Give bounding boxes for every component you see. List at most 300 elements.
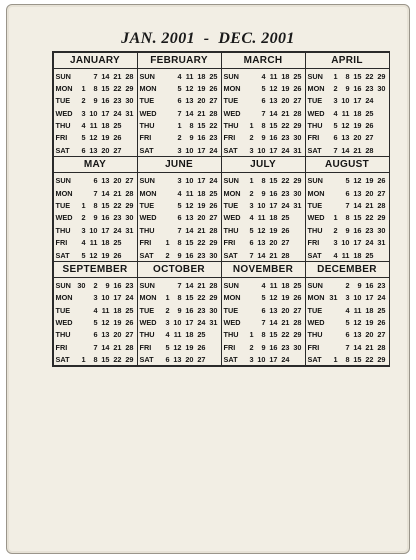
date-number: 3	[345, 293, 350, 303]
date-number: 28	[209, 108, 218, 118]
date-number: 11	[341, 108, 350, 118]
date-number: 12	[173, 342, 182, 352]
date-number: 17	[113, 293, 122, 303]
date-number: 1	[81, 200, 86, 210]
date-number: 29	[293, 121, 302, 131]
date-number: 8	[177, 238, 182, 248]
weekday-row	[222, 212, 305, 224]
date-number: 31	[293, 200, 302, 210]
weekday-label: THU	[55, 225, 71, 235]
weekday-row	[306, 354, 389, 366]
date-number: 12	[89, 133, 98, 143]
weekday-row	[138, 132, 221, 144]
month-block-march	[221, 52, 306, 158]
date-number: 7	[249, 250, 254, 260]
date-number: 27	[125, 330, 134, 340]
date-number: 4	[81, 121, 86, 131]
date-number: 28	[125, 342, 134, 352]
date-number: 25	[365, 108, 374, 118]
weekday-row	[54, 342, 137, 354]
date-number: 15	[353, 213, 362, 223]
date-number: 13	[353, 188, 362, 198]
month-name: JUNE	[138, 157, 221, 173]
date-number: 9	[261, 133, 266, 143]
date-number: 31	[293, 145, 302, 155]
date-number: 28	[377, 342, 386, 352]
date-number: 22	[113, 355, 122, 365]
date-number	[206, 354, 218, 366]
date-number: 20	[197, 213, 206, 223]
weekday-label: MON	[55, 83, 73, 93]
date-number: 6	[93, 176, 98, 186]
date-number: 29	[377, 213, 386, 223]
date-number: 19	[281, 83, 290, 93]
weekday-row	[54, 354, 137, 366]
date-number: 27	[293, 96, 302, 106]
weekday-row	[222, 120, 305, 132]
weekday-label: THU	[139, 121, 155, 131]
weekday-row	[306, 212, 389, 224]
date-number: 2	[249, 133, 254, 143]
date-number: 19	[269, 225, 278, 235]
date-number: 29	[209, 238, 218, 248]
date-number: 15	[269, 121, 278, 131]
weekday-label: FRI	[307, 133, 320, 143]
date-number: 19	[101, 133, 110, 143]
weekday-row	[138, 83, 221, 95]
weekday-row	[222, 200, 305, 212]
date-number: 9	[177, 250, 182, 260]
date-number: 25	[293, 280, 302, 290]
date-number: 25	[113, 238, 122, 248]
date-number: 7	[177, 225, 182, 235]
weekday-label: TUE	[55, 305, 71, 315]
date-number: 20	[353, 133, 362, 143]
date-number: 3	[81, 225, 86, 235]
date-number: 2	[81, 213, 86, 223]
date-number	[74, 71, 86, 83]
date-number: 19	[197, 83, 206, 93]
date-number: 10	[185, 145, 194, 155]
date-number: 17	[269, 355, 278, 365]
date-number: 5	[345, 176, 350, 186]
date-number: 11	[257, 213, 266, 223]
weekday-label: SAT	[223, 145, 238, 155]
date-number: 14	[101, 188, 110, 198]
date-number: 16	[269, 133, 278, 143]
weekday-row	[306, 175, 389, 187]
weekday-row	[306, 280, 389, 292]
date-number: 4	[345, 305, 350, 315]
date-number: 12	[185, 200, 194, 210]
date-number: 24	[209, 145, 218, 155]
date-number: 14	[269, 318, 278, 327]
date-number: 24	[377, 293, 386, 303]
date-number: 13	[173, 355, 182, 365]
date-number: 30	[125, 96, 134, 106]
date-number: 27	[197, 355, 206, 365]
date-number: 19	[113, 318, 122, 327]
date-number: 7	[93, 342, 98, 352]
date-number: 25	[125, 305, 134, 315]
weekday-row	[306, 188, 389, 200]
date-number: 29	[377, 355, 386, 365]
date-number: 30	[377, 225, 386, 235]
weekday-row	[222, 95, 305, 107]
date-number: 5	[261, 83, 266, 93]
date-number: 13	[341, 133, 350, 143]
date-number: 13	[257, 238, 266, 248]
date-number: 17	[353, 238, 362, 248]
date-number: 27	[209, 213, 218, 223]
weekday-label: TUE	[307, 96, 323, 106]
weekday-row	[54, 83, 137, 95]
date-number: 16	[269, 342, 278, 352]
weekday-row	[306, 342, 389, 354]
date-number: 28	[125, 188, 134, 198]
date-number: 5	[333, 121, 338, 131]
date-number: 26	[113, 250, 122, 260]
weekday-label: WED	[55, 213, 73, 223]
weekday-label: MON	[223, 83, 241, 93]
weekday-label: SAT	[55, 355, 70, 365]
weekday-label: MON	[139, 293, 157, 303]
weekday-label: FRI	[223, 133, 236, 143]
date-number: 22	[209, 121, 218, 131]
date-number	[374, 108, 386, 120]
date-number: 19	[185, 342, 194, 352]
weekday-label: TUE	[139, 200, 155, 210]
date-number: 7	[333, 145, 338, 155]
date-number: 16	[101, 213, 110, 223]
weekday-row	[306, 71, 389, 83]
weekday-label: SAT	[223, 250, 238, 260]
date-number: 28	[293, 318, 302, 327]
weekday-row	[54, 292, 137, 304]
date-number: 29	[125, 83, 134, 93]
weekday-row	[54, 212, 137, 224]
weekday-label: MON	[307, 83, 325, 93]
date-number: 3	[81, 108, 86, 118]
weekday-label: SUN	[55, 71, 71, 81]
date-number: 23	[125, 280, 134, 290]
weekday-row	[306, 292, 389, 304]
weekday-row	[138, 342, 221, 354]
date-number: 25	[209, 188, 218, 198]
date-number: 22	[281, 330, 290, 340]
date-number: 4	[261, 280, 266, 290]
weekday-row	[222, 225, 305, 237]
date-number: 4	[165, 330, 170, 340]
date-number: 26	[209, 83, 218, 93]
date-number: 25	[365, 250, 374, 260]
date-number: 1	[165, 238, 170, 248]
date-number	[290, 212, 302, 224]
weekday-label: SAT	[139, 250, 154, 260]
date-number: 5	[261, 293, 266, 303]
date-number: 12	[353, 176, 362, 186]
date-number: 7	[177, 108, 182, 118]
date-number: 23	[281, 342, 290, 352]
date-number: 1	[81, 83, 86, 93]
date-number: 30	[293, 188, 302, 198]
date-number: 12	[269, 83, 278, 93]
weekday-row	[54, 305, 137, 317]
date-number: 18	[185, 330, 194, 340]
date-number: 9	[261, 188, 266, 198]
date-number: 5	[165, 342, 170, 352]
date-number: 28	[293, 108, 302, 118]
weekday-label: MON	[223, 293, 241, 303]
date-number: 13	[269, 96, 278, 106]
weekday-label: THU	[223, 121, 239, 131]
date-number: 19	[101, 250, 110, 260]
date-number: 5	[93, 318, 98, 327]
date-number: 23	[113, 96, 122, 106]
date-number: 22	[197, 238, 206, 248]
weekday-row	[138, 237, 221, 249]
date-number: 25	[281, 213, 290, 223]
weekday-label: MON	[223, 188, 241, 198]
date-number: 21	[197, 108, 206, 118]
weekday-row	[54, 280, 137, 292]
date-number: 9	[105, 280, 110, 290]
date-number: 21	[269, 250, 278, 260]
date-number: 31	[125, 108, 134, 118]
date-number: 28	[365, 145, 374, 155]
date-number: 10	[341, 238, 350, 248]
weekday-row	[306, 108, 389, 120]
month-block-june	[137, 156, 222, 262]
weekday-label: TUE	[307, 200, 323, 210]
date-number: 16	[185, 250, 194, 260]
weekday-label: TUE	[223, 305, 239, 315]
date-number: 29	[209, 293, 218, 303]
date-number: 31	[329, 293, 338, 303]
weekday-label: FRI	[139, 238, 152, 248]
date-number: 16	[185, 305, 194, 315]
date-number: 3	[93, 293, 98, 303]
weekday-label: THU	[139, 225, 155, 235]
weekday-label: TUE	[223, 96, 239, 106]
date-number: 6	[81, 145, 86, 155]
weekday-label: SUN	[55, 176, 71, 186]
weekday-row	[222, 280, 305, 292]
date-number: 27	[293, 305, 302, 315]
date-number: 20	[365, 188, 374, 198]
date-number: 22	[365, 71, 374, 81]
date-number: 27	[113, 145, 122, 155]
date-number: 25	[209, 71, 218, 81]
month-name: NOVEMBER	[222, 262, 305, 278]
date-number: 26	[293, 83, 302, 93]
weekday-row	[306, 305, 389, 317]
date-number: 20	[113, 176, 122, 186]
date-number: 26	[125, 318, 134, 327]
date-number: 27	[125, 176, 134, 186]
weekday-row	[222, 329, 305, 341]
date-number: 4	[333, 108, 338, 118]
date-number: 19	[365, 176, 374, 186]
month-name: SEPTEMBER	[54, 262, 137, 278]
weekday-label: TUE	[55, 96, 71, 106]
date-number: 30	[77, 280, 86, 290]
date-number: 2	[93, 280, 98, 290]
month-block-july	[221, 156, 306, 262]
date-number: 7	[345, 342, 350, 352]
date-number: 17	[353, 96, 362, 106]
date-number: 8	[177, 293, 182, 303]
month-name: MAY	[54, 157, 137, 173]
date-number: 30	[209, 250, 218, 260]
weekday-row	[222, 342, 305, 354]
date-number: 16	[269, 188, 278, 198]
weekday-row	[54, 108, 137, 120]
date-number: 2	[249, 342, 254, 352]
weekday-label: MON	[307, 188, 325, 198]
weekday-label: WED	[307, 108, 325, 118]
date-number: 2	[81, 96, 86, 106]
date-number: 9	[261, 342, 266, 352]
weekday-row	[222, 71, 305, 83]
date-number: 24	[365, 238, 374, 248]
weekday-row	[54, 317, 137, 329]
month-name: DECEMBER	[306, 262, 389, 278]
weekday-label: SUN	[139, 71, 155, 81]
weekday-row	[138, 280, 221, 292]
date-number: 21	[281, 108, 290, 118]
date-number: 13	[89, 145, 98, 155]
date-number: 23	[365, 83, 374, 93]
date-number: 14	[257, 250, 266, 260]
date-number: 13	[185, 96, 194, 106]
weekday-label: TUE	[307, 305, 323, 315]
date-number: 4	[333, 250, 338, 260]
date-number: 3	[249, 200, 254, 210]
weekday-label: WED	[223, 213, 241, 223]
date-number: 13	[353, 330, 362, 340]
month-name: FEBRUARY	[138, 53, 221, 69]
date-number: 11	[185, 71, 194, 81]
date-number: 24	[281, 200, 290, 210]
weekday-label: THU	[139, 330, 155, 340]
date-number: 6	[249, 238, 254, 248]
date-number: 17	[365, 293, 374, 303]
date-number: 17	[101, 108, 110, 118]
date-number: 15	[353, 71, 362, 81]
date-number: 6	[333, 133, 338, 143]
date-number: 23	[281, 133, 290, 143]
date-number: 16	[101, 96, 110, 106]
date-number: 26	[377, 176, 386, 186]
date-number: 30	[209, 305, 218, 315]
date-number	[374, 120, 386, 132]
date-number: 11	[89, 238, 98, 248]
date-number: 25	[113, 121, 122, 131]
weekday-label: FRI	[139, 133, 152, 143]
weekday-label: TUE	[139, 96, 155, 106]
date-number: 19	[197, 200, 206, 210]
weekday-row	[306, 95, 389, 107]
date-number: 26	[293, 293, 302, 303]
date-number: 23	[365, 225, 374, 235]
date-number: 24	[281, 145, 290, 155]
date-number: 12	[185, 83, 194, 93]
date-number: 11	[173, 330, 182, 340]
date-number: 27	[377, 188, 386, 198]
date-number: 3	[249, 145, 254, 155]
date-number: 22	[365, 355, 374, 365]
weekday-label: WED	[55, 108, 73, 118]
date-number: 1	[333, 213, 338, 223]
calendar-grid	[52, 51, 390, 367]
date-number: 11	[101, 305, 110, 315]
date-number: 22	[113, 83, 122, 93]
weekday-label: SAT	[139, 355, 154, 365]
weekday-label: SUN	[307, 176, 323, 186]
date-number: 5	[177, 200, 182, 210]
date-number: 2	[249, 188, 254, 198]
date-number: 22	[281, 176, 290, 186]
weekday-row	[222, 237, 305, 249]
weekday-row	[222, 292, 305, 304]
weekday-label: SUN	[223, 176, 239, 186]
date-number: 24	[125, 293, 134, 303]
date-number: 18	[113, 305, 122, 315]
month-block-may	[53, 156, 138, 262]
date-number: 30	[293, 133, 302, 143]
date-number: 30	[293, 342, 302, 352]
weekday-row	[54, 225, 137, 237]
date-number: 16	[113, 280, 122, 290]
weekday-row	[54, 200, 137, 212]
date-number: 28	[125, 71, 134, 81]
date-number: 2	[177, 133, 182, 143]
weekday-label: SUN	[55, 280, 71, 290]
date-number: 29	[125, 200, 134, 210]
date-number: 31	[209, 318, 218, 327]
weekday-row	[54, 237, 137, 249]
weekday-row	[138, 175, 221, 187]
month-name: JULY	[222, 157, 305, 173]
date-number: 7	[261, 108, 266, 118]
weekday-row	[222, 108, 305, 120]
date-number: 4	[93, 305, 98, 315]
date-number: 4	[177, 71, 182, 81]
weekday-row	[222, 132, 305, 144]
date-number: 10	[353, 293, 362, 303]
weekday-label: MON	[55, 188, 73, 198]
date-number: 22	[113, 200, 122, 210]
date-number: 6	[177, 213, 182, 223]
weekday-label: THU	[307, 121, 323, 131]
date-number: 18	[197, 71, 206, 81]
weekday-row	[138, 108, 221, 120]
date-number: 13	[185, 213, 194, 223]
weekday-row	[222, 188, 305, 200]
date-number: 11	[185, 188, 194, 198]
date-number: 14	[341, 145, 350, 155]
date-number: 9	[93, 213, 98, 223]
date-number: 10	[257, 200, 266, 210]
weekday-row	[222, 354, 305, 366]
date-number: 8	[93, 83, 98, 93]
weekday-row	[138, 120, 221, 132]
date-number: 20	[113, 330, 122, 340]
date-number: 20	[101, 145, 110, 155]
date-number: 3	[333, 96, 338, 106]
weekday-label: SUN	[139, 280, 155, 290]
